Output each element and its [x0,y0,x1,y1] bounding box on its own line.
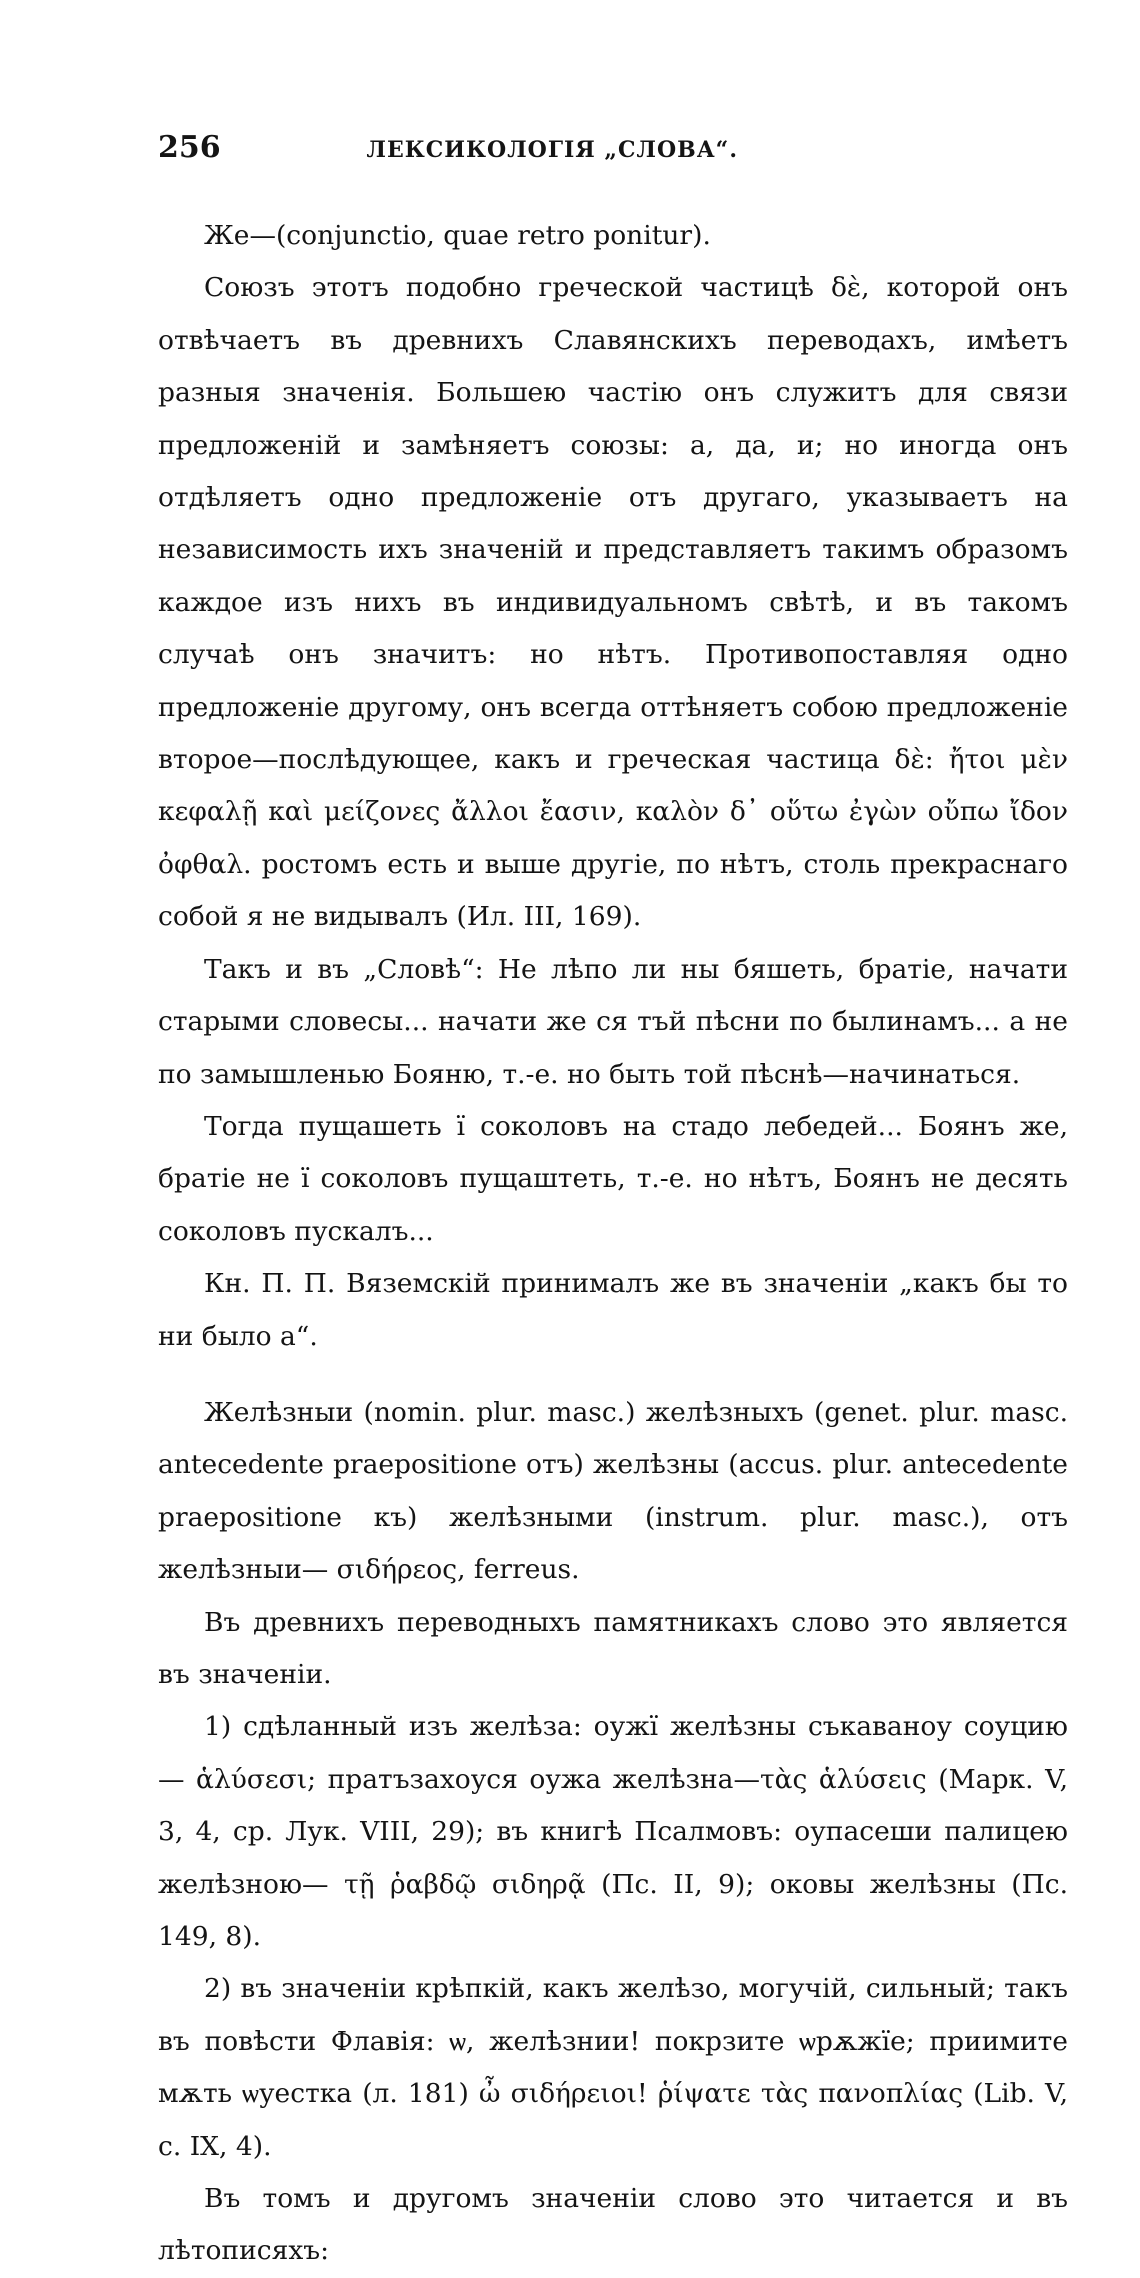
paragraph: Въ томъ и другомъ значеніи слово это читается и въ лѣтописяхъ: [158,2183,1068,2267]
paragraph: 1) сдѣланный изъ желѣза: оужї желѣзны съкаваноу соуцию— ἁλύσεσι; пратъзахоуся оужа желѣзна—τὰς ἁλύσεις (Марк. V, 3, 4, ср. Лук. VIII, 29); въ книгѣ Псалмовъ: оупасеши палицею желѣзною— τῇ ῥαβδῷ σιδηρᾷ (Пс. II, 9); оковы желѣзны (Пс. 149, 8). [158,1711,1068,1952]
book-page [158,130,1068,2278]
paragraph: Въ древнихъ переводныхъ памятникахъ слово это является въ значеніи. [158,1606,1068,1690]
entry-headword-line: Же—(conjunctio, quae retro ponitur). [204,220,711,251]
paragraph: Тогда пущашеть ї соколовъ на стадо лебедей... Боянъ же, братіе не ї соколовъ пущаштеть, т.-е. но нѣтъ, Боянъ не десять соколовъ пускалъ... [158,1110,1068,1247]
paragraph: Кн. П. П. Вяземскій принималъ же въ значеніи „какъ бы то ни было а“. [158,1268,1068,1352]
entry-separator [158,1363,1068,1387]
paragraph: 2) въ значеніи крѣпкій, какъ желѣзо, могучій, сильный; такъ въ повѣсти Флавія: ѡ, желѣзнии! покрзите ѡрѫжїе; приимите мѫть ѡуестка (л. 181) ὦ σιδήρειοι! ῥίψατε τὰς πανοπλίας (Lib. V, c. IX, 4). [158,1973,1068,2162]
entry-headword-line: Желѣзныи (nomin. plur. masc.) желѣзныхъ (genet. plur. masc. antecedente praepositione отъ) желѣзны (accus. plur. antecedente praepositione къ) желѣзными (instrum. plur. masc.), отъ желѣзныи— σιδήρεος, ferreus. [158,1396,1068,1586]
page-header [158,130,1068,180]
running-title: ЛЕКСИКОЛОГІЯ „СЛОВА“. [366,137,738,163]
paragraph: Такъ и въ „Словѣ“: Не лѣпо ли ны бяшеть, братіе, начати старыми словесы... начати же ся тъй пѣсни по былинамъ... а не по замышленью Бояню, т.-е. но быть той пѣснѣ—начинаться. [158,953,1068,1090]
entry-zhe [158,210,1068,1363]
page-number: 256 [158,130,221,165]
entry-zheleznyi [158,1387,1068,2278]
paragraph: Союзъ этотъ подобно греческой частицѣ δὲ, которой онъ отвѣчаетъ въ древнихъ Славянскихъ переводахъ, имѣетъ разныя значенія. Большею частію онъ служитъ для связи предложеній и замѣняетъ союзы: а, да, и; но иногда онъ отдѣляетъ одно предложеніе отъ другаго, указываетъ на независимость ихъ значеній и представляетъ такимъ образомъ каждое изъ нихъ въ индивидуальномъ свѣтѣ, и въ такомъ случаѣ онъ значитъ: но нѣтъ. Противопоставляя одно предложеніе другому, онъ всегда оттѣняетъ собою предложеніе второе—послѣдующее, какъ и греческая частица δὲ: ἤτοι μὲν κεφαλῇ καὶ μείζονες ἄλλοι ἔασιν, καλὸν δ᾽ οὕτω ἐγὼν οὔπω ἴδον ὀφθαλ. ростомъ есть и выше другіе, по нѣтъ, столь прекраснаго собой я не видывалъ (Ил. III, 169). [158,272,1068,933]
